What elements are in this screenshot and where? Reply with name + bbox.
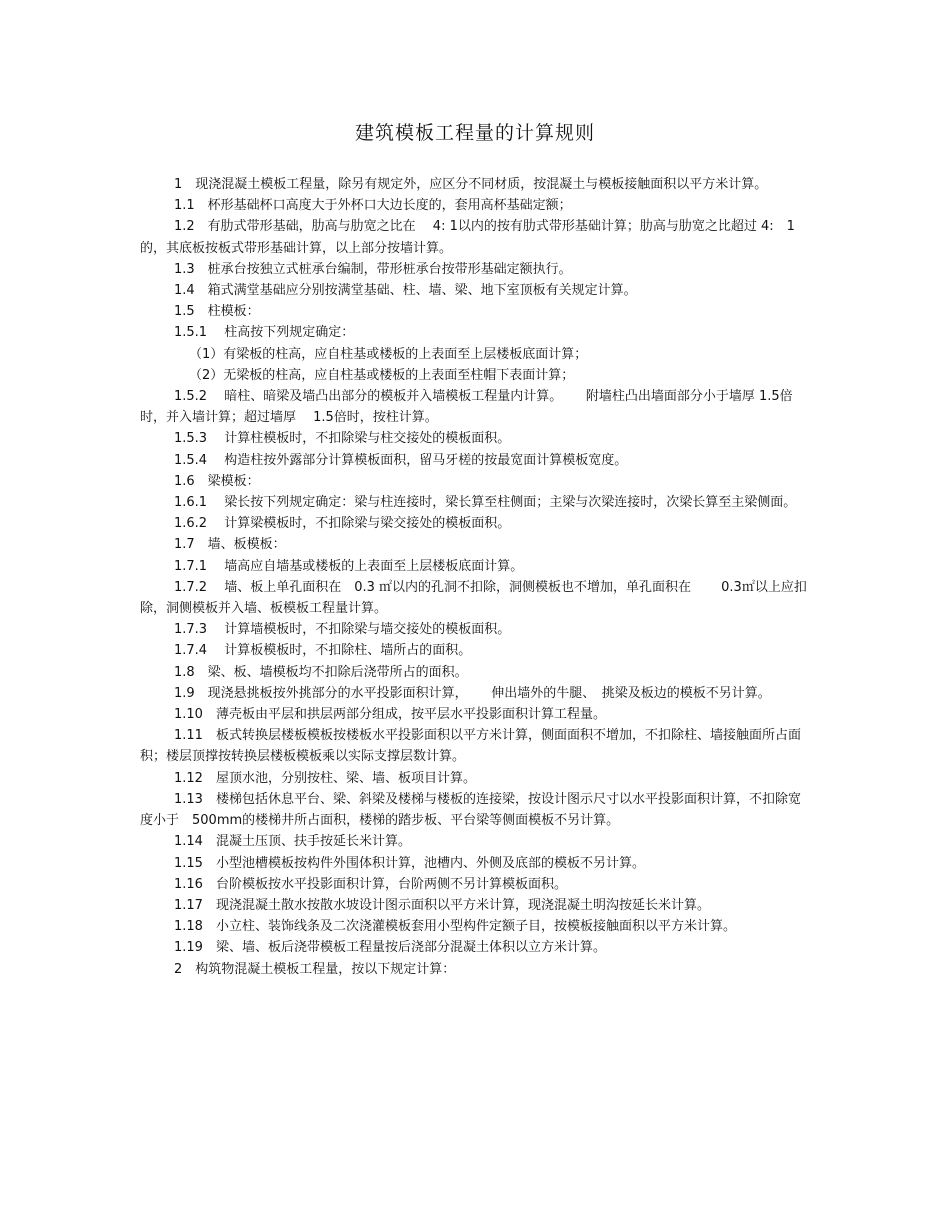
- paragraph: 2 构筑物混凝土模板工程量，按以下规定计算：: [174, 961, 456, 977]
- paragraph: 1.18 小立柱、装饰线条及二次浇灌模板套用小型构件定额子目，按模板接触面积以平方米计算。: [174, 919, 736, 935]
- paragraph: 1.12 屋顶水池，分别按柱、梁、墙、板项目计算。: [174, 770, 476, 786]
- paragraph: 1.16 台阶模板按水平投影面积计算，台阶两侧不另计算模板面积。: [174, 876, 567, 892]
- paragraph: 1.5 柱模板：: [174, 304, 260, 320]
- paragraph: 1.14 混凝土压顶、扶手按延长米计算。: [174, 834, 411, 850]
- paragraph: 1.7 墙、板模板：: [174, 537, 286, 553]
- paragraph: 1.7.4 计算板模板时，不扣除柱、墙所占的面积。: [174, 643, 472, 659]
- paragraph: 1.13 楼梯包括休息平台、梁、斜梁及楼梯与楼板的连接梁，按设计图示尺寸以水平投影面积计算，不扣除宽度小于 500mm的楼梯井所占面积，楼梯的踏步板、平台梁等侧面模板不另计算。: [140, 791, 801, 829]
- paragraph: 1.5.1 柱高按下列规定确定：: [174, 325, 355, 341]
- paragraph: （1）有梁板的柱高，应自柱基或楼板的上表面至上层楼板底面计算；: [189, 346, 588, 362]
- paragraph: 1 现浇混凝土模板工程量，除另有规定外，应区分不同材质，按混凝土与模板接触面积以平方米计算。: [174, 177, 768, 192]
- paragraph: 1.3 桩承台按独立式桩承台编制，带形桩承台按带形基础定额执行。: [174, 261, 572, 277]
- paragraph: 1.4 箱式满堂基础应分别按满堂基础、柱、墙、梁、地下室顶板有关规定计算。: [174, 283, 637, 299]
- paragraph: （2）无梁板的柱高，应自柱基或楼板的上表面至柱帽下表面计算；: [189, 367, 575, 383]
- paragraph: 1.17 现浇混凝土散水按散水坡设计图示面积以平方米计算，现浇混凝土明沟按延长米计算。: [174, 897, 710, 913]
- document-body: [140, 174, 808, 980]
- paragraph: 1.15 小型池槽模板按构件外围体积计算，池槽内、外侧及底部的模板不另计算。: [174, 855, 645, 871]
- paragraph: 1.5.4 构造柱按外露部分计算模板面积，留马牙槎的按最宽面计算模板宽度。: [174, 452, 628, 468]
- paragraph: 1.6.2 计算梁模板时，不扣除梁与梁交接处的模板面积。: [174, 516, 511, 532]
- paragraph: 1.8 梁、板、墙模板均不扣除后浇带所占的面积。: [174, 664, 468, 680]
- paragraph: 1.9 现浇悬挑板按外挑部分的水平投影面积计算， 伸出墙外的牛腿、 挑梁及板边的模板不另计算。: [174, 685, 771, 701]
- paragraph: 1.11 板式转换层楼板模板按楼板水平投影面积以平方米计算，侧面面积不增加，不扣除柱、墙接触面所占面积；楼层顶撑按转换层楼板模板乘以实际支撑层数计算。: [140, 728, 801, 765]
- paragraph: 1.7.2 墙、板上单孔面积在 0.3 ㎡以内的孔洞不扣除，洞侧模板也不增加，单孔面积在 0.3㎡以上应扣除，洞侧模板并入墙、板模板工程量计算。: [140, 579, 807, 617]
- paragraph: 1.7.3 计算墙模板时，不扣除梁与墙交接处的模板面积。: [174, 622, 511, 638]
- paragraph: 1.6 梁模板：: [174, 473, 260, 489]
- paragraph: 1.2 有肋式带形基础，肋高与肋宽之比在 4: 1以内的按有肋式带形基础计算；肋高与肋宽之比超过 4: 1的，其底板按板式带形基础计算，以上部分按墙计算。: [140, 219, 795, 256]
- paragraph: 1.5.3 计算柱模板时，不扣除梁与柱交接处的模板面积。: [174, 431, 511, 447]
- document-title: 建筑模板工程量的计算规则: [354, 122, 595, 144]
- paragraph: 1.6.1 梁长按下列规定确定：梁与柱连接时，梁长算至柱侧面；主梁与次梁连接时，次梁长算至主梁侧面。: [174, 495, 797, 511]
- paragraph: 1.10 薄壳板由平层和拱层两部分组成，按平层水平投影面积计算工程量。: [174, 707, 606, 723]
- paragraph: 1.19 梁、墙、板后浇带模板工程量按后浇部分混凝土体积以立方米计算。: [174, 940, 606, 956]
- paragraph: 1.1 杯形基础杯口高度大于外杯口大边长度的，套用高杯基础定额；: [174, 198, 572, 214]
- paragraph: 1.5.2 暗柱、暗梁及墙凸出部分的模板并入墙模板工程量内计算。 附墙柱凸出墙面部分小于墙厚 1.5倍时，并入墙计算；超过墙厚 1.5倍时，按柱计算。: [140, 389, 793, 426]
- paragraph: 1.7.1 墙高应自墙基或楼板的上表面至上层楼板底面计算。: [174, 558, 524, 574]
